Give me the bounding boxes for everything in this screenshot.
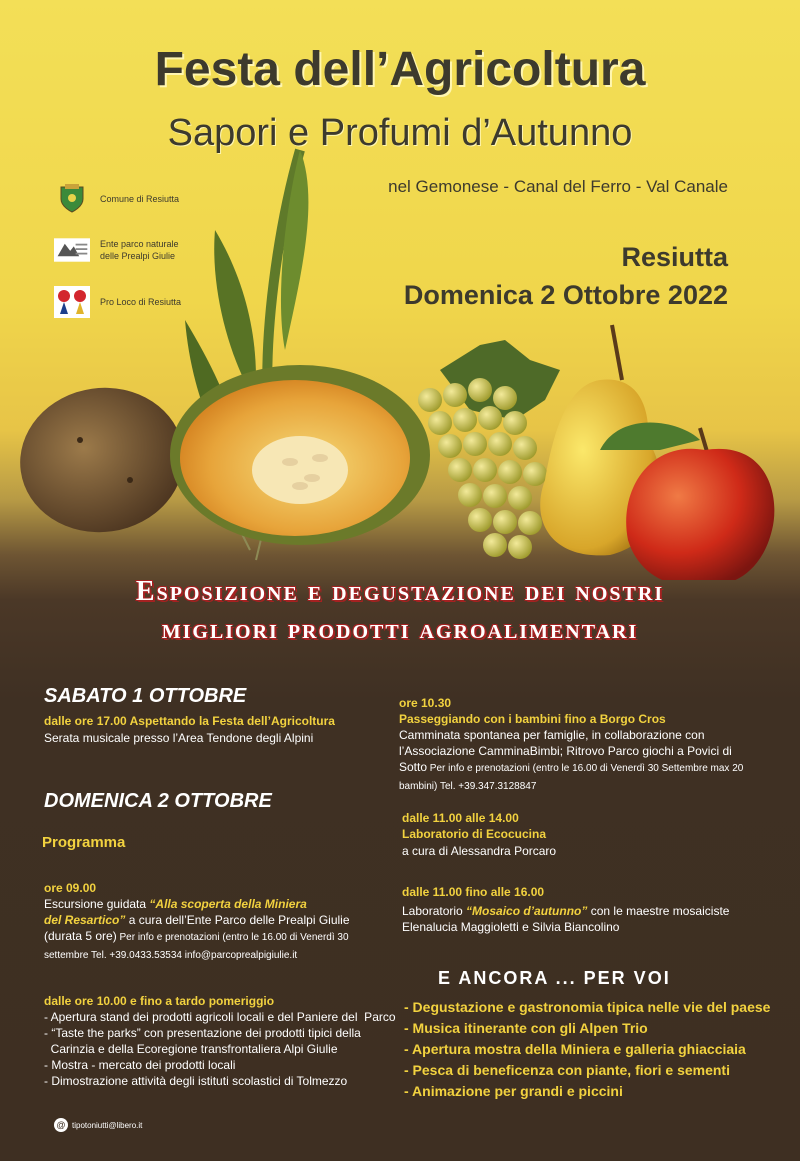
- e4-title: Laboratorio di Ecocucina: [402, 827, 547, 841]
- email-icon: @: [54, 1118, 68, 1132]
- list-item: - Apertura mostra della Miniera e galleria ghiacciaia: [404, 1041, 746, 1057]
- pumpkin-icon: [170, 365, 430, 545]
- list-item: - Dimostrazione attività degli istituti scolastici di Tolmezzo: [44, 1074, 348, 1088]
- list-item: - Animazione per grandi e piccini: [404, 1083, 623, 1099]
- list-item: - “Taste the parks” con presentazione dei prodotti tipici della: [44, 1026, 361, 1040]
- saturday-event-text: Serata musicale presso l’Area Tendone degli Alpini: [44, 731, 314, 745]
- e5-text: Laboratorio “Mosaico d’autunno” con le maestre mosaiciste Elenalucia Maggioletti e Silvia Biancolino: [402, 904, 730, 934]
- sponsor-comune-label: Comune di Resiutta: [100, 194, 180, 204]
- list-item: - Mostra - mercato dei prodotti locali: [44, 1058, 236, 1072]
- produce-illustration: [0, 140, 800, 580]
- headline-line1: Esposizione e degustazione dei nostri: [135, 576, 665, 607]
- e4-time: dalle 11.00 alle 14.00: [402, 811, 519, 825]
- sponsor-parco-label: Ente parco naturale delle Prealpi Giulie: [100, 239, 179, 261]
- e1-time: ore 09.00: [44, 881, 97, 895]
- e5-time: dalle 11.00 fino alle 16.00: [402, 885, 545, 899]
- sponsor-proloco-label: Pro Loco di Resiutta: [100, 297, 182, 307]
- e4-text: a cura di Alessandra Porcaro: [402, 844, 557, 858]
- event-place: Resiutta: [621, 242, 728, 272]
- e1-quote-b: del Resartico”: [44, 913, 126, 927]
- e3-time: ore 10.30: [399, 696, 452, 710]
- list-item: - Musica itinerante con gli Alpen Trio: [404, 1020, 648, 1036]
- saturday-event-label: dalle ore 17.00 Aspettando la Festa dell’Agricoltura: [44, 714, 335, 728]
- list-item: - Apertura stand dei prodotti agricoli locali e del Paniere del Parco: [44, 1010, 396, 1024]
- e3-text: Camminata spontanea per famiglie, in collaborazione con l’Associazione CamminaBimbi; Ritrovo Parco giochi a Povici di Sotto Per info e prenotazioni (entro le 16.00 di Venerdì 30 Settembre max 20 bambini) Tel. +39.347.3128847: [399, 728, 744, 792]
- e5-quote: “Mosaico d’autunno”: [466, 904, 588, 918]
- email-text: tipotoniutti@libero.it: [72, 1120, 143, 1130]
- list-item: - Pesca di beneficenza con piante, fiori e sementi: [404, 1062, 730, 1078]
- program-heading: Programma: [42, 834, 126, 851]
- headline-line2: migliori prodotti agroalimentari: [161, 614, 639, 645]
- page-title: Festa dell’Agricoltura: [154, 43, 646, 96]
- page-subtitle: Sapori e Profumi d’Autunno: [167, 112, 633, 154]
- e1-quote-a: “Alla scoperta della Miniera: [149, 897, 307, 911]
- e1-text: Escursione guidata “Alla scoperta della Miniera del Resartico” a cura dell’Ente Parco delle Prealpi Giulie (durata 5 ore) Per info e prenotazioni (entro le 16.00 di Venerdì 30 settembre Tel. +39.0433.53534 info@parcoprealpigiulie.it: [44, 897, 350, 961]
- e2-list: [44, 1009, 396, 1089]
- ancora-heading: E ANCORA ... PER VOI: [438, 968, 671, 988]
- list-item: - Degustazione e gastronomia tipica nelle vie del paese: [404, 999, 771, 1015]
- region-text: nel Gemonese - Canal del Ferro - Val Canale: [388, 177, 728, 196]
- potato-icon: [11, 377, 193, 542]
- e2-time: dalle ore 10.00 e fino a tardo pomeriggio: [44, 994, 275, 1008]
- event-date: Domenica 2 Ottobre 2022: [403, 280, 728, 310]
- footer-email: [54, 1118, 142, 1132]
- sunday-heading: DOMENICA 2 OTTOBRE: [44, 790, 272, 812]
- list-item: Carinzia e della Ecoregione transfrontaliera Alpi Giulie: [44, 1042, 338, 1056]
- ancora-list: [404, 997, 770, 1102]
- saturday-heading: SABATO 1 OTTOBRE: [44, 685, 247, 707]
- e3-title: Passeggiando con i bambini fino a Borgo Cros: [399, 712, 666, 726]
